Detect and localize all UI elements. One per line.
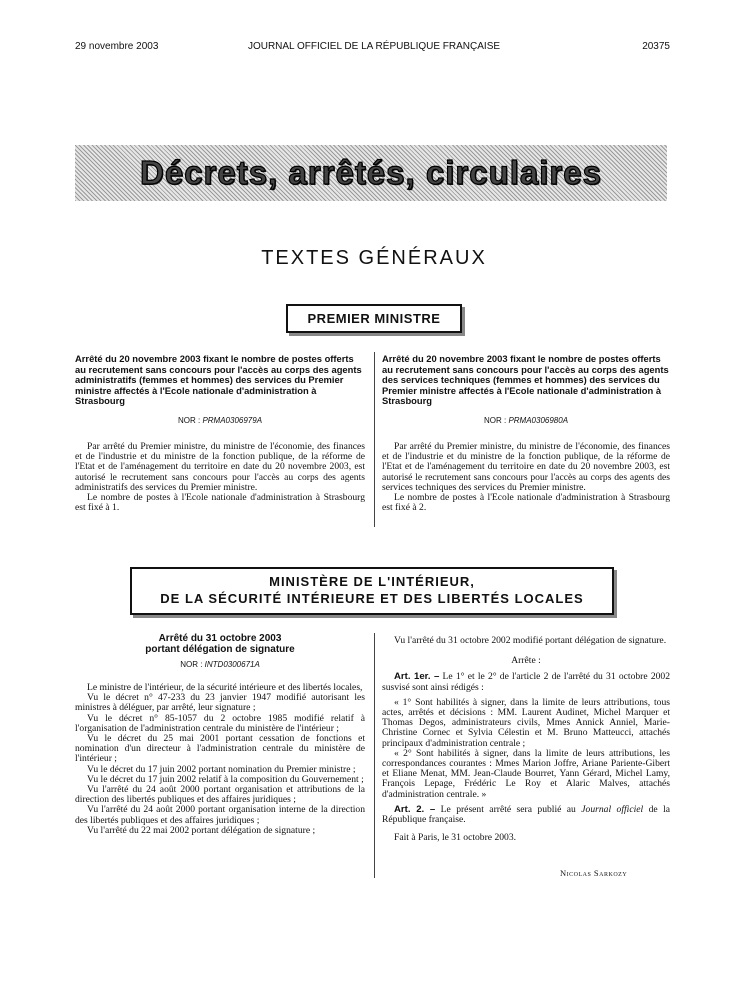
banner bbox=[75, 145, 667, 201]
nor-code: PRMA0306979A bbox=[202, 416, 263, 425]
delegation-title-line-1: Arrêté du 31 octobre 2003 bbox=[158, 633, 282, 644]
signature: Nicolas Sarkozy bbox=[560, 868, 628, 878]
paragraph: Par arrêté du Premier ministre, du ministre de l'économie, des finances et de l'industrie et du ministre de la fonction publique, de la réforme de l'Etat et de l'aménagement du territoire en date du 20 novembre 2003, est autorisé le recrutement sans concours pour l'accès au corps des agents administratifs des services du Premier ministre. bbox=[75, 441, 365, 493]
paragraph: Vu l'arrêté du 31 octobre 2002 modifié portant délégation de signature. bbox=[394, 635, 667, 646]
banner-title: Décrets, arrêtés, circulaires bbox=[140, 154, 602, 191]
paragraph: Vu le décret du 25 mai 2001 portant cessation de fonctions et nomination d'un directeur à l'administration centrale du ministère de l'intérieur ; bbox=[75, 733, 365, 765]
nor-label: NOR : bbox=[180, 660, 203, 669]
nor-code: PRMA0306980A bbox=[508, 416, 569, 425]
paragraph: Le nombre de postes à l'Ecole nationale d'administration à Strasbourg est fixé à 2. bbox=[382, 492, 670, 514]
ministere-interieur-heading bbox=[130, 567, 614, 615]
header-date: 29 novembre 2003 bbox=[75, 41, 159, 52]
left-arrete-title-text: Arrêté du 20 novembre 2003 fixant le nombre de postes offerts au recrutement sans concours pour l'accès au corps des agents administratifs (femmes et hommes) des services du Premier ministre affectés à l'Ecole nationale d'administration à Strasbourg bbox=[75, 353, 362, 407]
delegation-right-body bbox=[382, 636, 670, 843]
article-2-text-a: Le présent arrêté sera publié au bbox=[440, 803, 582, 815]
quote-1: « 1° Sont habilités à signer, dans la limite de leurs attributions, tous actes, arrêtés et décisions : MM. Laurent Audinet, Michel Marquer et Thomas Degos, administrateurs civils, Mmes Annick Anniel, Marie-Christine Cornec et Sylvia Célestin et M. Bruno Matteucci, attachés principaux d'administration centrale ; bbox=[382, 696, 670, 749]
header-journal-title: JOURNAL OFFICIEL DE LA RÉPUBLIQUE FRANÇAISE bbox=[247, 41, 501, 52]
header-page-number: 20375 bbox=[642, 41, 670, 52]
paragraph: Vu le décret n° 85-1057 du 2 octobre 1985 modifié relatif à l'organisation de l'administration centrale du ministère de l'intérieur ; bbox=[75, 712, 365, 734]
arrete-label: Arrête : bbox=[511, 655, 541, 667]
paragraph: Vu l'arrêté du 22 mai 2002 portant délégation de signature ; bbox=[87, 824, 316, 836]
column-rule-bottom bbox=[374, 633, 375, 878]
paragraph: Le ministre de l'intérieur, de la sécurité intérieure et des libertés locales, bbox=[87, 682, 363, 693]
delegation-nor bbox=[75, 660, 365, 669]
article-2-text-italic: Journal officiel bbox=[581, 803, 644, 815]
right-arrete-title bbox=[382, 354, 670, 407]
paragraph: Par arrêté du Premier ministre, du ministre de l'économie, des finances et de l'industrie et du ministre de la fonction publique, de la réforme de l'Etat et de l'aménagement du territoire en date du 20 novembre 2003, est autorisé le recrutement sans concours pour l'accès au corps des agents des services techniques des services du Premier ministre. bbox=[382, 441, 670, 493]
fait-a-paris: Fait à Paris, le 31 octobre 2003. bbox=[394, 832, 517, 844]
premier-ministre-heading: PREMIER MINISTRE bbox=[286, 304, 462, 333]
delegation-title-line-2: portant délégation de signature bbox=[145, 643, 295, 655]
nor-code: INTD0300671A bbox=[204, 660, 260, 669]
delegation-left-body bbox=[75, 683, 365, 836]
article-2 bbox=[382, 805, 670, 825]
paragraph: Vu le décret n° 47-233 du 23 janvier 1947 modifié autorisant les ministres à déléguer, par arrêté, leur signature ; bbox=[75, 692, 365, 714]
paragraph: Vu le décret du 17 juin 2002 relatif à la composition du Gouvernement ; bbox=[87, 773, 364, 785]
ministere-line-2: DE LA SÉCURITÉ INTÉRIEURE ET DES LIBERTÉS LOCALES bbox=[160, 591, 584, 606]
article-1-text: Le 1° et le 2° de l'article 2 de l'arrêté du 31 octobre 2002 susvisé sont ainsi rédigés : bbox=[382, 671, 671, 693]
ministere-line-1: MINISTÈRE DE L'INTÉRIEUR, bbox=[269, 574, 475, 589]
left-arrete-body bbox=[75, 442, 365, 513]
article-2-label: Art. 2. – bbox=[394, 803, 436, 815]
paragraph: Vu le décret du 17 juin 2002 portant nomination du Premier ministre ; bbox=[87, 763, 356, 775]
paragraph: Vu l'arrêté du 24 août 2000 portant organisation interne de la direction des libertés publiques et des affaires juridiques ; bbox=[75, 804, 365, 826]
article-1-label: Art. 1er. – bbox=[394, 671, 440, 683]
section-title: TEXTES GÉNÉRAUX bbox=[261, 247, 487, 269]
delegation-title bbox=[75, 634, 365, 655]
right-arrete-nor bbox=[382, 416, 670, 425]
right-arrete-title-text: Arrêté du 20 novembre 2003 fixant le nombre de postes offerts au recrutement sans concours pour l'accès au corps des agents des services techniques (femmes et hommes) des services du Premier ministre affectés à l'Ecole nationale d'administration à Strasbourg bbox=[382, 353, 669, 407]
nor-label: NOR : bbox=[177, 416, 201, 425]
paragraph: Le nombre de postes à l'Ecole nationale d'administration à Strasbourg est fixé à 1. bbox=[75, 492, 365, 514]
article-1 bbox=[382, 672, 670, 692]
left-arrete-title bbox=[75, 354, 365, 407]
nor-label: NOR : bbox=[483, 416, 507, 425]
article-2-text-b: de la République française. bbox=[382, 803, 670, 826]
column-rule-top bbox=[374, 352, 375, 527]
paragraph: Vu l'arrêté du 24 août 2000 portant organisation et attributions de la direction des libertés publiques et des affaires juridiques ; bbox=[75, 784, 365, 806]
quote-2: « 2° Sont habilités à signer, dans la limite de leurs attributions, les correspondances courantes : Mmes Marion Joffre, Ariane Pariente-Gibert et Eliane Menat, MM. Jean-Claude Bourret, Yann Gérard, Michel Lamy, François Lepage, Frédéric Le Roy et Alaric Malves, attachés d'administration centrale. » bbox=[382, 747, 670, 800]
right-arrete-body bbox=[382, 442, 670, 513]
left-arrete-nor bbox=[75, 416, 365, 425]
